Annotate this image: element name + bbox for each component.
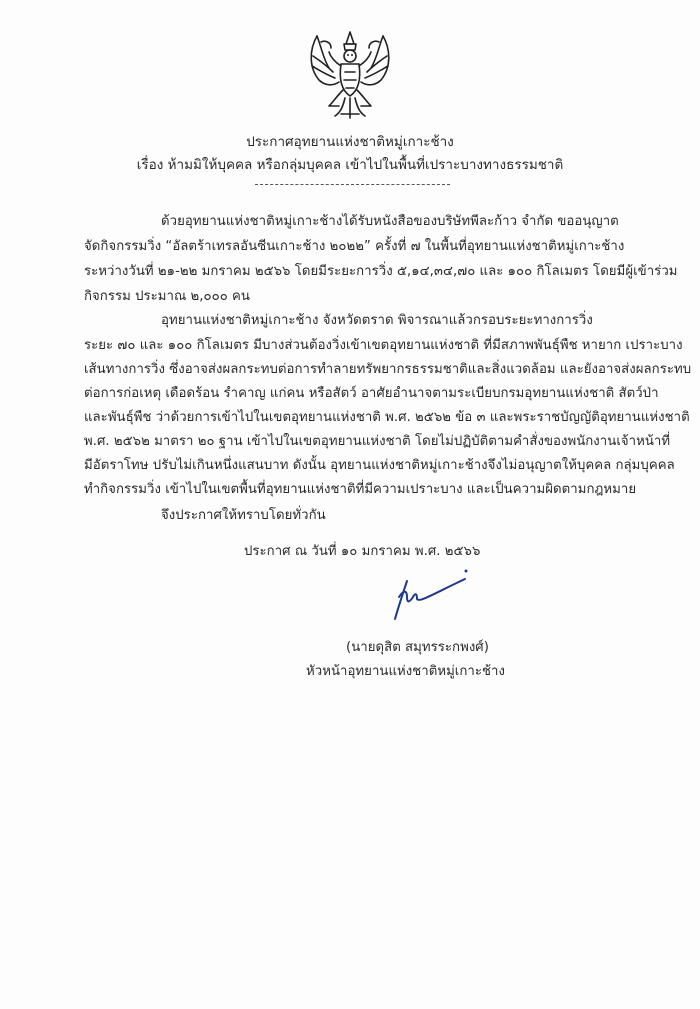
paragraph-1-line-2: จัดกิจกรรมวิ่ง “อัลตร้าเทรลอันซีนเกาะช้าง ๒๐๒๒” ครั้งที่ ๗ ในพื้นที่อุทยานแห่งชาติหมู่เกาะช้าง (84, 239, 625, 254)
paragraph-2-line-2: ระยะ ๗๐ และ ๑๐๐ กิโลเมตร มีบางส่วนต้องวิ่งเข้าเขตอุทยานแห่งชาติ ที่มีสภาพพันธุ์พืช หายาก เปราะบาง (84, 338, 683, 353)
paragraph-2-line-1: อุทยานแห่งชาติหมู่เกาะช้าง จังหวัดตราด พิจารณาแล้วกรอบระยะทางการวิ่ง (161, 313, 593, 328)
title-divider (255, 184, 450, 185)
garuda-emblem-icon (305, 28, 395, 120)
paragraph-2-line-4: ต่อการก่อเหตุ เดือดร้อน รำคาญ แก่คน หรือสัตว์ อาศัยอำนาจตามระเบียบกรมอุทยานแห่งชาติ สัตว์ป่า (84, 386, 659, 401)
closing-statement: จึงประกาศให้ทราบโดยทั่วกัน (161, 508, 326, 523)
announcement-date: ประกาศ ณ วันที่ ๑๐ มกราคม พ.ศ. ๒๕๖๖ (244, 544, 481, 559)
paragraph-1-line-4: กิจกรรม ประมาณ ๒,๐๐๐ คน (84, 289, 250, 304)
paragraph-2-line-8: ทำกิจกรรมวิ่ง เข้าไปในเขตพื้นที่อุทยานแห่งชาติที่มีความเปราะบาง และเป็นความผิดตามกฎหมาย (84, 482, 637, 497)
paragraph-2-line-5: และพันธุ์พืช ว่าด้วยการเข้าไปในเขตอุทยานแห่งชาติ พ.ศ. ๒๕๖๒ ข้อ ๓ และพระราชบัญญัติอุทยานแห่งชาติ (84, 410, 690, 425)
paragraph-1-line-1: ด้วยอุทยานแห่งชาติหมู่เกาะช้างได้รับหนังสือของบริษัทพีละก้าว จำกัด ขออนุญาต (161, 214, 619, 229)
paragraph-2-line-7: มีอัตราโทษ ปรับไม่เกินหนึ่งแสนบาท ดังนั้น อุทยานแห่งชาติหมู่เกาะช้างจึงไม่อนุญาตให้บุคคล กลุ่มบุคคล (84, 458, 675, 473)
paragraph-2-line-3: เส้นทางการวิ่ง ซึ่งอาจส่งผลกระทบต่อการทำลายทรัพยากรธรรมชาติและสิ่งแวดล้อม และยังอาจส่งผลกระทบ (84, 362, 692, 377)
announcement-title: ประกาศอุทยานแห่งชาติหมู่เกาะช้าง (246, 134, 454, 150)
signatory-name: (นายดุสิต สมุทรระกพงศ์) (346, 640, 489, 655)
paragraph-2-line-6: พ.ศ. ๒๕๖๒ มาตรา ๒๐ ฐาน เข้าไปในเขตอุทยานแห่งชาติ โดยไม่ปฏิบัติตามคำสั่งของพนักงานเจ้าหน้าที่ (84, 434, 671, 449)
paragraph-1-line-3: ระหว่างวันที่ ๒๑-๒๒ มกราคม ๒๕๖๖ โดยมีระยะการวิ่ง ๕,๑๔,๓๔,๗๐ และ ๑๐๐ กิโลเมตร โดยมีผู้เข้าร่วม (84, 264, 678, 279)
announcement-subject: เรื่อง ห้ามมิให้บุคคล หรือกลุ่มบุคคล เข้าไปในพื้นที่เปราะบางทางธรรมชาติ (136, 157, 564, 173)
signatory-position: หัวหน้าอุทยานแห่งชาติหมู่เกาะช้าง (306, 664, 505, 679)
signature-icon (385, 563, 475, 633)
